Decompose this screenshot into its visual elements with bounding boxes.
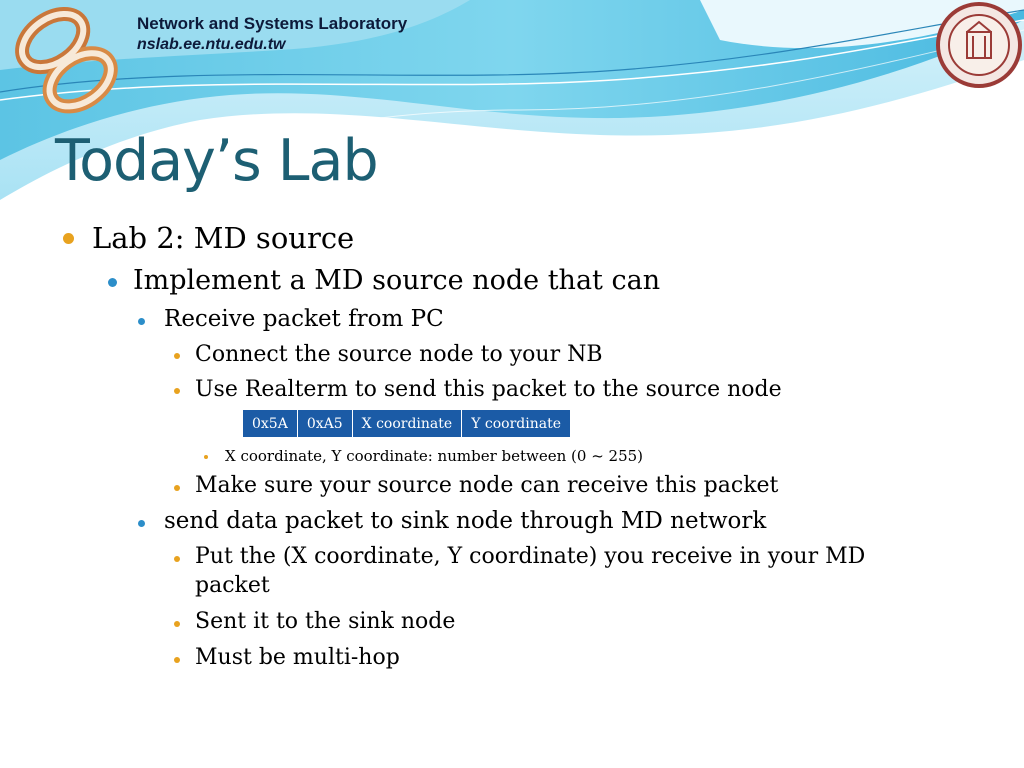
table-cell: 0x5A [243, 410, 298, 438]
packet-format-table [242, 409, 571, 438]
bullet-marker [174, 657, 180, 663]
bullet-marker [204, 455, 208, 459]
bullet-text: Make sure your source node can receive this packet [195, 473, 779, 498]
bullet-marker [138, 318, 145, 325]
bullet-marker [174, 485, 180, 491]
bullet-text: Use Realterm to send this packet to the source node [195, 377, 782, 402]
bullet-marker [108, 278, 117, 287]
bullet-marker [174, 621, 180, 627]
table-cell: X coordinate [352, 410, 462, 438]
bullet-text: Sent it to the sink node [195, 609, 456, 634]
bullet-text: packet [195, 573, 270, 598]
bullet-marker [174, 353, 180, 359]
table-row [243, 410, 571, 438]
bullet-text: Must be multi-hop [195, 645, 400, 670]
university-seal-icon [936, 2, 1022, 88]
bullet-marker [138, 520, 145, 527]
table-cell: 0xA5 [297, 410, 352, 438]
header-wave-background [0, 0, 1024, 230]
bullet-text: send data packet to sink node through MD network [164, 508, 767, 534]
bullet-marker [63, 233, 74, 244]
lab-logo-icon [8, 6, 126, 116]
bullet-text: Lab 2: MD source [92, 221, 355, 255]
slide-title: Today’s Lab [55, 128, 378, 194]
bullet-text: Receive packet from PC [164, 306, 444, 332]
bullet-text: Connect the source node to your NB [195, 342, 603, 367]
bullet-text: Put the (X coordinate, Y coordinate) you receive in your MD [195, 544, 866, 569]
bullet-marker [174, 556, 180, 562]
bullet-text: X coordinate, Y coordinate: number between (0 ~ 255) [225, 447, 644, 465]
bullet-marker [174, 388, 180, 394]
table-cell: Y coordinate [462, 410, 571, 438]
bullet-text: Implement a MD source node that can [133, 265, 661, 296]
org-url: nslab.ee.ntu.edu.tw [137, 36, 286, 53]
org-name: Network and Systems Laboratory [137, 14, 408, 33]
